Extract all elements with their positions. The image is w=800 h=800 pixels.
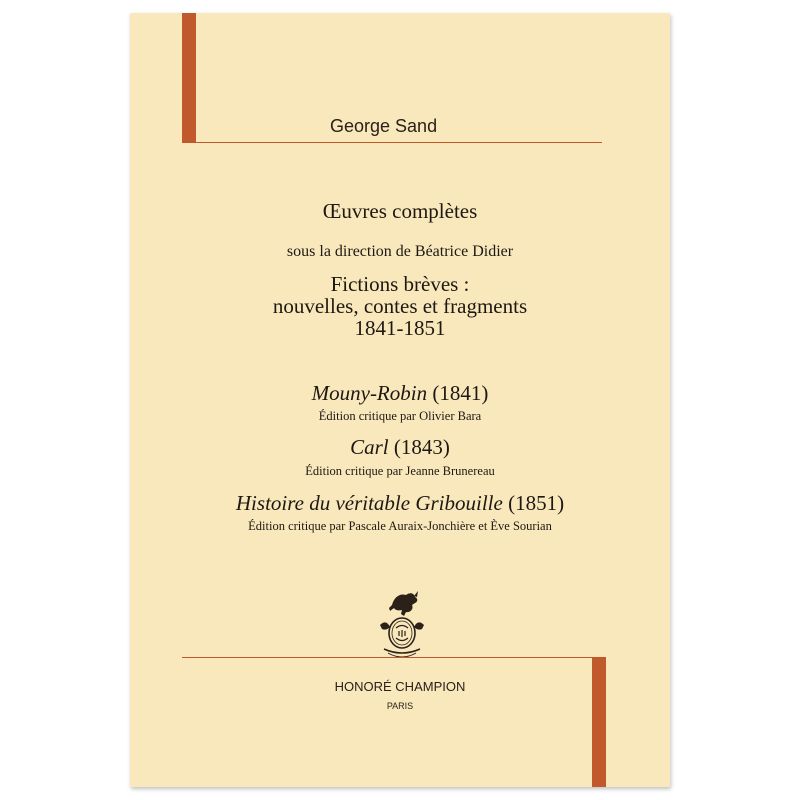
publisher-name: HONORÉ CHAMPION [334, 679, 466, 694]
author-name: George Sand [330, 116, 438, 136]
volume-title-line: Fictions brèves : [330, 272, 470, 296]
divider-bottom [182, 657, 592, 658]
volume-title-line: nouvelles, contes et fragments [272, 294, 528, 318]
divider-top [182, 142, 602, 143]
collection-title: Œuvres complètes [322, 199, 478, 223]
accent-bar-bottom [592, 657, 606, 787]
series-direction: sous la direction de Béatrice Didier [286, 243, 514, 260]
work-year: (1843) [393, 435, 450, 459]
book-cover [130, 13, 670, 787]
work-name: Histoire du véritable Gribouille [235, 491, 503, 515]
volume-title [130, 273, 670, 339]
accent-bar-top [182, 13, 196, 143]
publisher-city: PARIS [386, 701, 414, 711]
work-editor: Édition critique par Olivier Bara [318, 409, 482, 423]
volume-title-years: 1841-1851 [354, 316, 446, 340]
work-title [130, 491, 670, 516]
work-year: (1851) [508, 491, 565, 515]
work-title [130, 435, 670, 460]
work-name: Carl [350, 435, 389, 459]
work-year: (1841) [432, 381, 489, 405]
work-title [130, 381, 670, 406]
work-editor: Édition critique par Pascale Auraix-Jonchière et Ève Sourian [248, 519, 552, 533]
work-editor: Édition critique par Jeanne Brunereau [305, 464, 495, 478]
work-name: Mouny-Robin [311, 381, 428, 405]
publisher-emblem-icon [374, 583, 430, 663]
